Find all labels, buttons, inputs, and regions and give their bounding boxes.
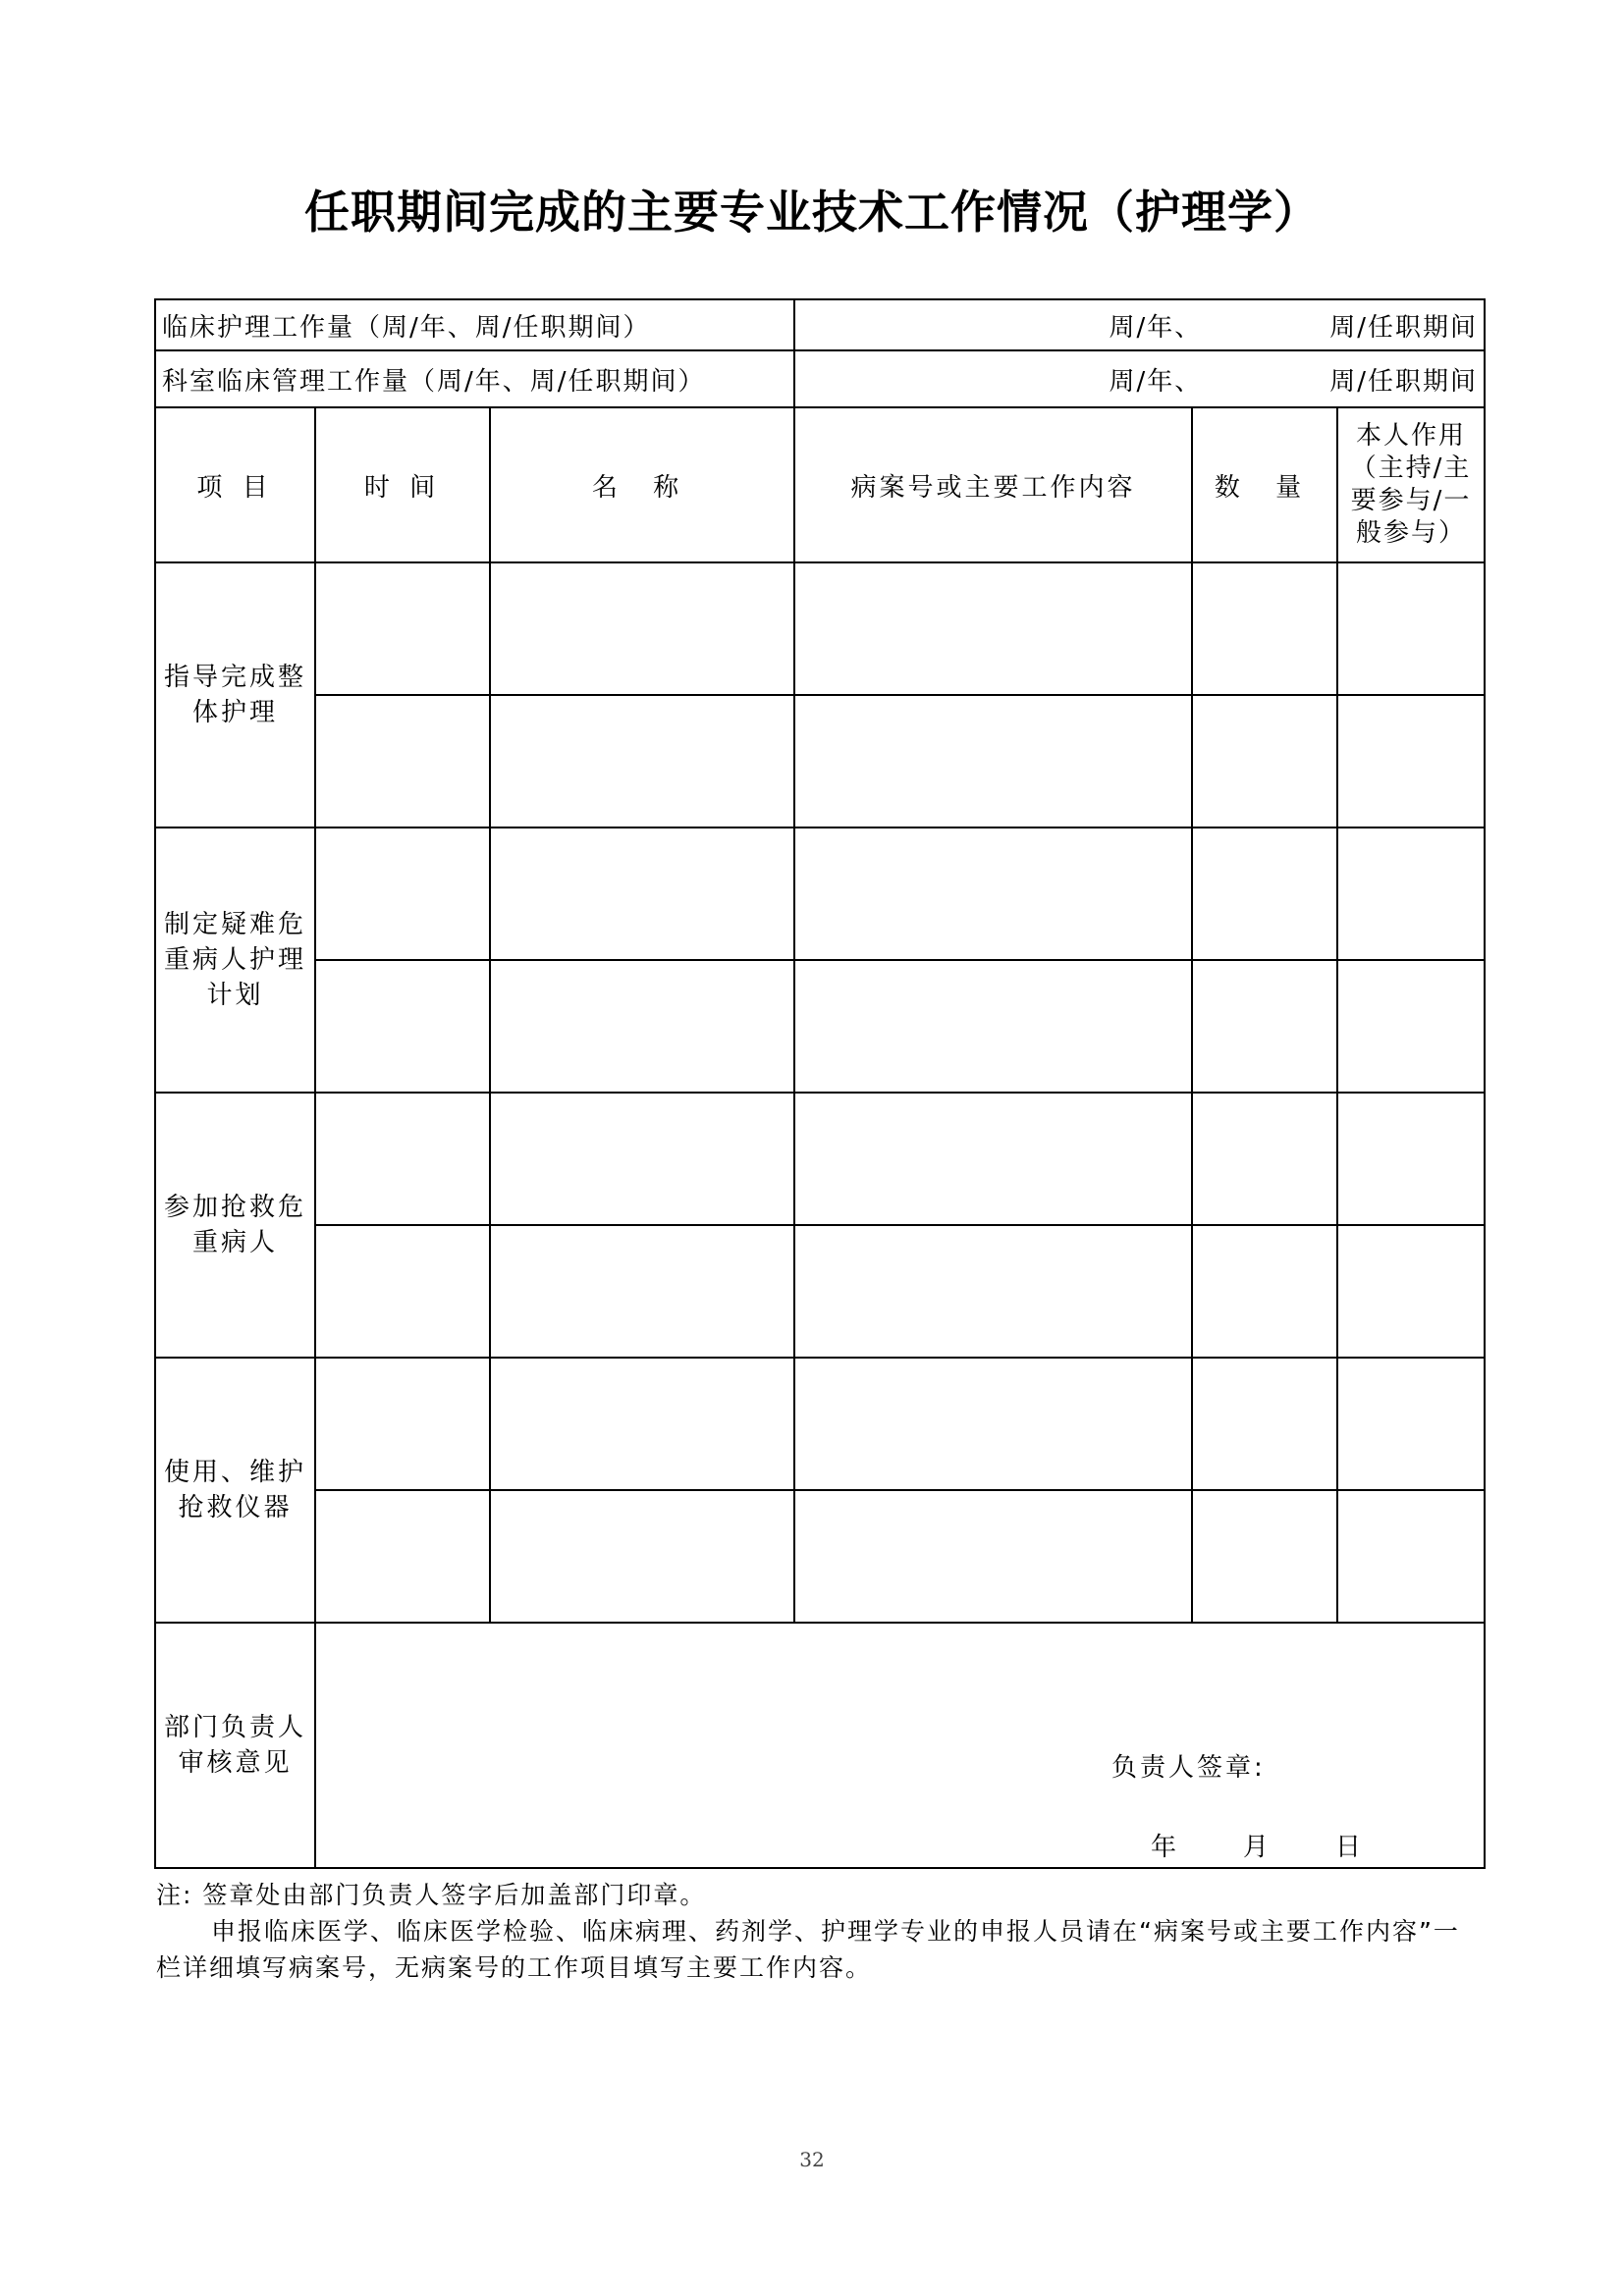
table-row — [155, 695, 1485, 828]
role-cell[interactable] — [1337, 562, 1485, 695]
role-cell[interactable] — [1337, 695, 1485, 828]
role-cell[interactable] — [1337, 828, 1485, 960]
clinical-workload-value[interactable] — [794, 299, 1485, 350]
time-cell[interactable] — [315, 1225, 490, 1358]
table-row — [155, 828, 1485, 960]
name-cell[interactable] — [490, 1358, 794, 1490]
header-role: 本人作用 （主持/主 要参与/一 般参与） — [1337, 407, 1485, 562]
role-cell[interactable] — [1337, 960, 1485, 1093]
footnote — [156, 1877, 1482, 1986]
quantity-cell[interactable] — [1192, 960, 1337, 1093]
header-row — [155, 407, 1485, 562]
name-cell[interactable] — [490, 1490, 794, 1623]
page-number: 32 — [799, 2148, 825, 2171]
name-cell[interactable] — [490, 1225, 794, 1358]
page-title: 任职期间完成的主要专业技术工作情况（护理学） — [304, 186, 1320, 239]
management-workload-label: 科室临床管理工作量（周/年、周/任职期间） — [155, 350, 794, 407]
quantity-cell[interactable] — [1192, 1490, 1337, 1623]
name-cell[interactable] — [490, 1093, 794, 1225]
case-cell[interactable] — [794, 1093, 1192, 1225]
name-cell[interactable] — [490, 960, 794, 1093]
work-summary-table — [154, 298, 1486, 1869]
table-row — [155, 1093, 1485, 1225]
clinical-workload-row — [155, 299, 1485, 350]
case-cell[interactable] — [794, 562, 1192, 695]
quantity-cell[interactable] — [1192, 1093, 1337, 1225]
name-cell[interactable] — [490, 562, 794, 695]
date-month: 月 — [1243, 1833, 1270, 1862]
unit-per-year: 周/年、 — [1109, 366, 1203, 397]
role-cell[interactable] — [1337, 1358, 1485, 1490]
table-row — [155, 1225, 1485, 1358]
header-time: 时 间 — [315, 407, 490, 562]
note-line-2: 申报临床医学、临床医学检验、临床病理、药剂学、护理学专业的申报人员请在“病案号或主要工作内容”一栏详细填写病案号，无病案号的工作项目填写主要工作内容。 — [156, 1917, 1460, 1982]
time-cell[interactable] — [315, 1358, 490, 1490]
time-cell[interactable] — [315, 960, 490, 1093]
clinical-workload-label: 临床护理工作量（周/年、周/任职期间） — [155, 299, 794, 350]
category-rescue: 参加抢救危 重病人 — [155, 1093, 315, 1358]
header-quantity: 数 量 — [1192, 407, 1337, 562]
role-cell[interactable] — [1337, 1093, 1485, 1225]
role-cell[interactable] — [1337, 1490, 1485, 1623]
management-workload-row — [155, 350, 1485, 407]
case-cell[interactable] — [794, 1225, 1192, 1358]
unit-per-term: 周/任职期间 — [1329, 312, 1479, 343]
quantity-cell[interactable] — [1192, 1225, 1337, 1358]
case-cell[interactable] — [794, 1358, 1192, 1490]
quantity-cell[interactable] — [1192, 1358, 1337, 1490]
management-workload-value[interactable] — [794, 350, 1485, 407]
review-label: 部门负责人 审核意见 — [155, 1623, 315, 1868]
unit-per-term: 周/任职期间 — [1329, 366, 1479, 397]
table-row — [155, 1490, 1485, 1623]
role-cell[interactable] — [1337, 1225, 1485, 1358]
category-equipment: 使用、维护 抢救仪器 — [155, 1358, 315, 1623]
quantity-cell[interactable] — [1192, 695, 1337, 828]
table-row — [155, 562, 1485, 695]
time-cell[interactable] — [315, 828, 490, 960]
table-row — [155, 1358, 1485, 1490]
header-item: 项 目 — [155, 407, 315, 562]
time-cell[interactable] — [315, 695, 490, 828]
date-year: 年 — [1151, 1833, 1177, 1862]
time-cell[interactable] — [315, 1093, 490, 1225]
review-row — [155, 1623, 1485, 1868]
name-cell[interactable] — [490, 828, 794, 960]
note-line-1: 注: 签章处由部门负责人签字后加盖部门印章。 — [156, 1881, 707, 1909]
header-case: 病案号或主要工作内容 — [794, 407, 1192, 562]
name-cell[interactable] — [490, 695, 794, 828]
case-cell[interactable] — [794, 695, 1192, 828]
time-cell[interactable] — [315, 562, 490, 695]
category-guide-nursing: 指导完成整 体护理 — [155, 562, 315, 828]
unit-per-year: 周/年、 — [1109, 312, 1203, 343]
date-day: 日 — [1335, 1833, 1362, 1862]
case-cell[interactable] — [794, 960, 1192, 1093]
signature-label: 负责人签章: — [1111, 1753, 1266, 1783]
category-care-plan: 制定疑难危 重病人护理 计划 — [155, 828, 315, 1093]
header-name: 名 称 — [490, 407, 794, 562]
time-cell[interactable] — [315, 1490, 490, 1623]
review-opinion-area[interactable] — [315, 1623, 1485, 1868]
case-cell[interactable] — [794, 828, 1192, 960]
quantity-cell[interactable] — [1192, 828, 1337, 960]
quantity-cell[interactable] — [1192, 562, 1337, 695]
case-cell[interactable] — [794, 1490, 1192, 1623]
table-row — [155, 960, 1485, 1093]
